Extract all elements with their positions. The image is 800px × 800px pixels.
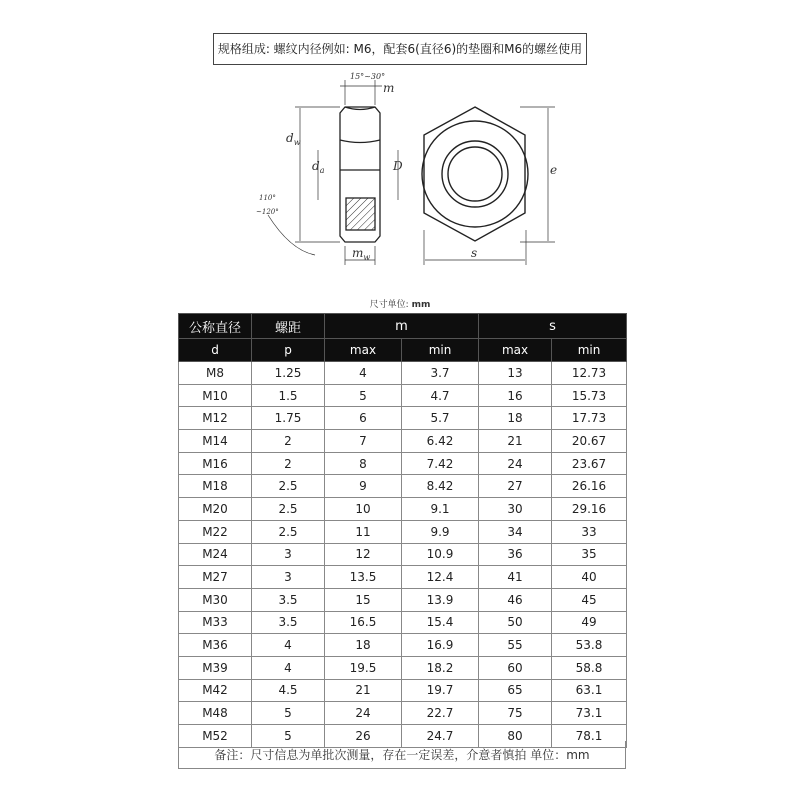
table-row xyxy=(179,611,627,634)
table-cell: 2 xyxy=(252,430,325,453)
thread-section-hatch xyxy=(346,198,375,230)
table-cell: 2.5 xyxy=(252,498,325,521)
table-cell: 7.42 xyxy=(402,452,479,475)
header-s-max: max xyxy=(479,339,552,362)
table-cell: 5 xyxy=(252,725,325,748)
table-cell: M12 xyxy=(179,407,252,430)
table-cell: 30 xyxy=(479,498,552,521)
front-view xyxy=(422,107,528,241)
table-cell: 27 xyxy=(479,475,552,498)
table-row xyxy=(179,407,627,430)
table-cell: 3.7 xyxy=(402,362,479,385)
table-body xyxy=(179,362,627,748)
label-m: m xyxy=(383,81,395,95)
table-row xyxy=(179,702,627,725)
table-cell: 41 xyxy=(479,566,552,589)
table-row xyxy=(179,656,627,679)
table-cell: 18.2 xyxy=(402,656,479,679)
table-cell: M20 xyxy=(179,498,252,521)
table-cell: 78.1 xyxy=(552,725,627,748)
label-D: D xyxy=(393,159,403,173)
table-row xyxy=(179,543,627,566)
table-cell: 4 xyxy=(252,634,325,657)
header-p: p xyxy=(252,339,325,362)
table-cell: M27 xyxy=(179,566,252,589)
table-cell: 11 xyxy=(325,520,402,543)
header-m: m xyxy=(325,314,479,339)
table-cell: 15.4 xyxy=(402,611,479,634)
table-cell: M39 xyxy=(179,656,252,679)
table-cell: 40 xyxy=(552,566,627,589)
label-e: e xyxy=(550,163,558,177)
table-cell: 7 xyxy=(325,430,402,453)
table-cell: 45 xyxy=(552,588,627,611)
header-s: s xyxy=(479,314,627,339)
table-cell: 3.5 xyxy=(252,611,325,634)
table-cell: 1.5 xyxy=(252,384,325,407)
dimension-table xyxy=(178,313,627,748)
table-header-row-2 xyxy=(179,339,627,362)
table-cell: 12 xyxy=(325,543,402,566)
table-cell: 2.5 xyxy=(252,475,325,498)
table-cell: 13.5 xyxy=(325,566,402,589)
table-cell: M8 xyxy=(179,362,252,385)
table-row xyxy=(179,588,627,611)
table-cell: M22 xyxy=(179,520,252,543)
table-cell: M33 xyxy=(179,611,252,634)
remark-note xyxy=(178,741,626,769)
table-cell: 12.73 xyxy=(552,362,627,385)
table-cell: 3 xyxy=(252,566,325,589)
table-cell: 4 xyxy=(252,656,325,679)
table-cell: 8.42 xyxy=(402,475,479,498)
table-cell: M14 xyxy=(179,430,252,453)
table-cell: 6.42 xyxy=(402,430,479,453)
header-m-max: max xyxy=(325,339,402,362)
side-view xyxy=(340,107,380,242)
table-cell: 20.67 xyxy=(552,430,627,453)
table-cell: 18 xyxy=(479,407,552,430)
table-cell: 6 xyxy=(325,407,402,430)
table-cell: 9.1 xyxy=(402,498,479,521)
table-cell: 9 xyxy=(325,475,402,498)
table-cell: 16.5 xyxy=(325,611,402,634)
table-cell: 18 xyxy=(325,634,402,657)
table-cell: 19.7 xyxy=(402,679,479,702)
table-cell: 36 xyxy=(479,543,552,566)
table-cell: 4.7 xyxy=(402,384,479,407)
table-cell: 55 xyxy=(479,634,552,657)
table-cell: 13.9 xyxy=(402,588,479,611)
table-cell: M36 xyxy=(179,634,252,657)
table-cell: 12.4 xyxy=(402,566,479,589)
bore-circle-inner xyxy=(448,147,502,201)
table-row xyxy=(179,498,627,521)
unit-caption-unit: mm xyxy=(411,300,431,310)
table-cell: M48 xyxy=(179,702,252,725)
table-cell: M24 xyxy=(179,543,252,566)
header-m-min: min xyxy=(402,339,479,362)
table-row xyxy=(179,634,627,657)
table-cell: 49 xyxy=(552,611,627,634)
table-cell: 22.7 xyxy=(402,702,479,725)
table-cell: 21 xyxy=(479,430,552,453)
table-cell: 75 xyxy=(479,702,552,725)
table-cell: 26.16 xyxy=(552,475,627,498)
table-cell: 58.8 xyxy=(552,656,627,679)
table-row xyxy=(179,430,627,453)
table-cell: 21 xyxy=(325,679,402,702)
unit-caption-prefix: 尺寸单位: xyxy=(369,300,412,310)
table-cell: 5.7 xyxy=(402,407,479,430)
table-cell: 23.67 xyxy=(552,452,627,475)
header-d: d xyxy=(179,339,252,362)
table-cell: 17.73 xyxy=(552,407,627,430)
table-cell: 10 xyxy=(325,498,402,521)
table-cell: 9.9 xyxy=(402,520,479,543)
table-row xyxy=(179,520,627,543)
table-cell: 29.16 xyxy=(552,498,627,521)
table-row xyxy=(179,475,627,498)
table-cell: 13 xyxy=(479,362,552,385)
remark-note-text: 备注：尺寸信息为单批次测量，存在一定误差，介意者慎拍 单位：mm xyxy=(214,748,590,762)
hex-nut-technical-drawing xyxy=(240,70,570,270)
table-cell: 24 xyxy=(479,452,552,475)
bore-circle-outer xyxy=(442,141,508,207)
table-cell: 2 xyxy=(252,452,325,475)
table-cell: 4.5 xyxy=(252,679,325,702)
table-cell: 46 xyxy=(479,588,552,611)
table-cell: 5 xyxy=(325,384,402,407)
label-angle-side-1: 110° xyxy=(259,194,276,202)
table-row xyxy=(179,362,627,385)
table-cell: 3.5 xyxy=(252,588,325,611)
header-nominal-diameter: 公称直径 xyxy=(179,314,252,339)
table-cell: M10 xyxy=(179,384,252,407)
label-angle-side-2: ~120° xyxy=(256,208,279,216)
label-angle-top: 15°~30° xyxy=(350,72,386,81)
table-cell: 5 xyxy=(252,702,325,725)
table-cell: 1.75 xyxy=(252,407,325,430)
spec-description-text: 规格组成: 螺纹内径例如: M6，配套6(直径6)的垫圈和M6的螺丝使用 xyxy=(217,42,583,56)
table-cell: 24 xyxy=(325,702,402,725)
table-row xyxy=(179,384,627,407)
table-cell: 16 xyxy=(479,384,552,407)
table-row xyxy=(179,452,627,475)
table-header-row-1 xyxy=(179,314,627,339)
table-cell: 80 xyxy=(479,725,552,748)
table-cell: 34 xyxy=(479,520,552,543)
table-cell: 65 xyxy=(479,679,552,702)
table-cell: 33 xyxy=(552,520,627,543)
table-cell: 19.5 xyxy=(325,656,402,679)
table-cell: 10.9 xyxy=(402,543,479,566)
table-cell: 15 xyxy=(325,588,402,611)
table-cell: 24.7 xyxy=(402,725,479,748)
table-cell: 63.1 xyxy=(552,679,627,702)
label-dw: $d_w$ xyxy=(286,131,301,147)
header-s-min: min xyxy=(552,339,627,362)
label-s: s xyxy=(471,246,478,260)
table-cell: M18 xyxy=(179,475,252,498)
table-row xyxy=(179,679,627,702)
unit-caption xyxy=(0,297,800,310)
table-cell: 53.8 xyxy=(552,634,627,657)
table-cell: 60 xyxy=(479,656,552,679)
table-cell: 3 xyxy=(252,543,325,566)
table-cell: M30 xyxy=(179,588,252,611)
table-cell: 35 xyxy=(552,543,627,566)
table-cell: 50 xyxy=(479,611,552,634)
spec-description-box xyxy=(213,33,587,65)
header-pitch: 螺距 xyxy=(252,314,325,339)
table-cell: 16.9 xyxy=(402,634,479,657)
label-mw: $m_w$ xyxy=(352,246,371,262)
table-cell: 2.5 xyxy=(252,520,325,543)
table-cell: M52 xyxy=(179,725,252,748)
table-cell: 1.25 xyxy=(252,362,325,385)
table-row xyxy=(179,566,627,589)
label-da: $d_a$ xyxy=(312,159,325,175)
table-cell: 73.1 xyxy=(552,702,627,725)
chamfer-circle xyxy=(422,121,528,227)
table-cell: 15.73 xyxy=(552,384,627,407)
chamfer-arc-upper xyxy=(340,140,380,143)
table-cell: 26 xyxy=(325,725,402,748)
table-cell: M42 xyxy=(179,679,252,702)
table-cell: 4 xyxy=(325,362,402,385)
table-cell: M16 xyxy=(179,452,252,475)
table-cell: 8 xyxy=(325,452,402,475)
hex-outline xyxy=(424,107,525,241)
